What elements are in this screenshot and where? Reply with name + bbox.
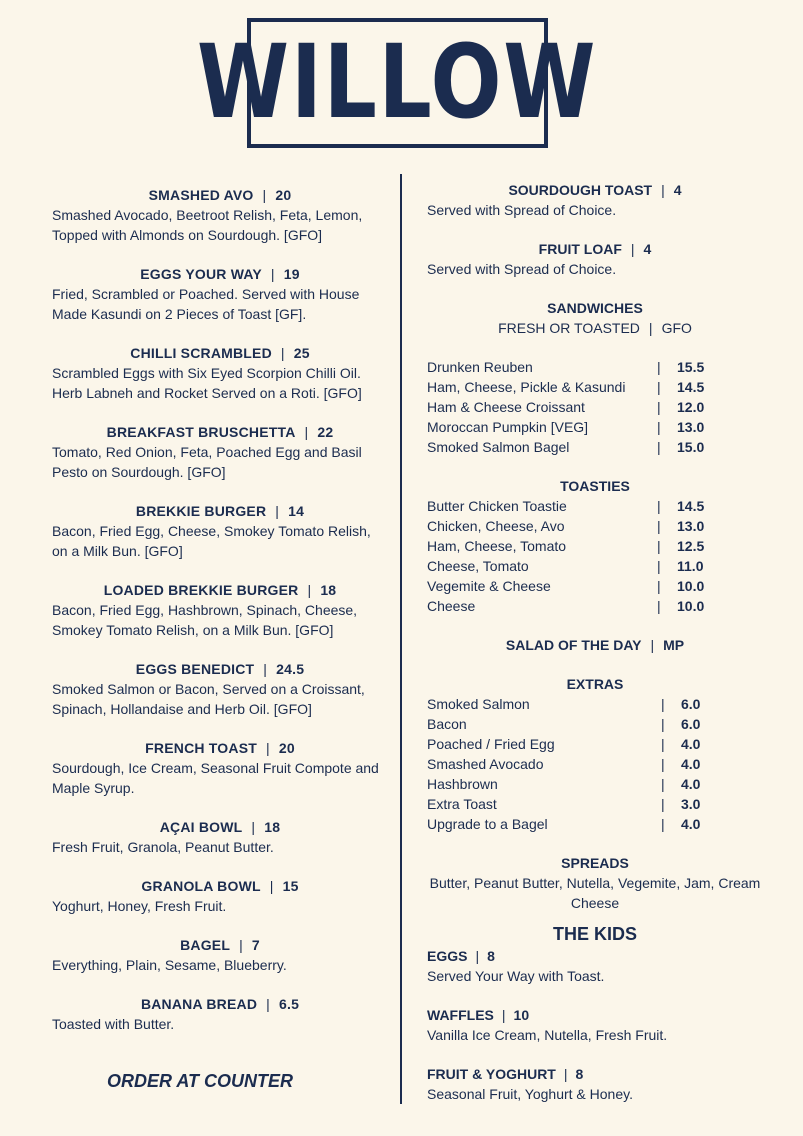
item-description: Scrambled Eggs with Six Eyed Scorpion Chilli Oil. Herb Labneh and Rocket Served on a Roti. [GFO] — [52, 365, 362, 401]
row-name: Poached / Fried Egg — [427, 736, 555, 752]
price-row: Bacon | 6.0 — [427, 716, 701, 732]
row-name: Ham, Cheese, Pickle & Kasundi — [427, 379, 626, 395]
item-price: 19 — [283, 266, 300, 282]
item-description: Served with Spread of Choice. — [427, 202, 617, 218]
kids-item: EGGS | 8 Served Your Way with Toast. — [427, 946, 763, 986]
row-name: Bacon — [427, 716, 467, 732]
menu-item: SMASHED AVO | 20 Smashed Avocado, Beetroot Relish, Feta, Lemon, Topped with Almonds on Sourdough. [GFO] — [52, 185, 388, 245]
row-name: Cheese, Tomato — [427, 558, 529, 574]
item-description: Smashed Avocado, Beetroot Relish, Feta, Lemon, Topped with Almonds on Sourdough. [GFO] — [52, 207, 363, 243]
item-name: EGGS YOUR WAY — [140, 266, 262, 282]
section-title: EXTRAS — [566, 676, 624, 692]
item-name: LOADED BREKKIE BURGER — [103, 582, 299, 598]
item-price: 8 — [487, 948, 495, 964]
item-name: BANANA BREAD — [140, 996, 258, 1012]
row-price: 10.0 — [677, 598, 705, 614]
item-name: WAFFLES — [427, 1007, 494, 1023]
price-row: Cheese, Tomato | 11.0 — [427, 558, 704, 574]
right-column — [427, 180, 763, 1104]
item-description: Bacon, Fried Egg, Hashbrown, Spinach, Cheese, Smokey Tomato Relish, on a Milk Bun. [GFO] — [52, 602, 358, 638]
row-price: 14.5 — [677, 379, 705, 395]
row-name: Drunken Reuben — [427, 359, 533, 375]
section-subtitle: FRESH OR TOASTED — [498, 320, 640, 336]
price-row: Ham, Cheese, Tomato | 12.5 — [427, 538, 705, 554]
price-row: Extra Toast | 3.0 — [427, 796, 701, 812]
section-title: SPREADS — [561, 855, 629, 871]
item-name: CHILLI SCRAMBLED — [130, 345, 272, 361]
fruit-loaf-item: FRUIT LOAF | 4 Served with Spread of Choice. — [427, 239, 763, 279]
row-price: 15.5 — [677, 359, 705, 375]
row-name: Hashbrown — [427, 776, 498, 792]
price-row: Smoked Salmon Bagel | 15.0 — [427, 439, 705, 455]
row-price: 4.0 — [681, 816, 701, 832]
order-at-counter-note: ORDER AT COUNTER — [107, 1071, 293, 1091]
item-description: Fried, Scrambled or Poached. Served with House Made Kasundi on 2 Pieces of Toast [GF]. — [52, 286, 360, 322]
menu-item: FRENCH TOAST | 20 Sourdough, Ice Cream, Seasonal Fruit Compote and Maple Syrup. — [52, 738, 388, 798]
item-name: FRUIT & YOGHURT — [427, 1066, 556, 1082]
row-name: Moroccan Pumpkin [VEG] — [427, 419, 589, 435]
item-price: 18 — [264, 819, 281, 835]
row-price: 6.0 — [681, 716, 701, 732]
item-price: 20 — [278, 740, 295, 756]
item-price: MP — [663, 637, 685, 653]
row-name: Smashed Avocado — [427, 756, 544, 772]
item-description: Bacon, Fried Egg, Cheese, Smokey Tomato Relish, on a Milk Bun. [GFO] — [52, 523, 371, 559]
row-price: 10.0 — [677, 578, 705, 594]
extras-section — [427, 674, 763, 834]
logo-text: WILLOW — [197, 23, 598, 142]
item-name: GRANOLA BOWL — [141, 878, 261, 894]
menu-item: BREKKIE BURGER | 14 Bacon, Fried Egg, Cheese, Smokey Tomato Relish, on a Milk Bun. [GFO] — [52, 501, 388, 561]
sandwiches-section: SANDWICHES FRESH OR TOASTED | GFO Drunken Reuben | 15.5 Ham, Cheese, Pickle & Kasundi | 14.5 Ham & Cheese Croissant | 12.0 Moroccan Pumpkin [VEG] | 13.0 Smoked Salmon Bagel | 15.0 — [427, 298, 763, 457]
item-description: Served with Spread of Choice. — [427, 261, 617, 277]
item-name: SOURDOUGH TOAST — [508, 182, 653, 198]
row-name: Smoked Salmon Bagel — [427, 439, 570, 455]
price-row: Ham, Cheese, Pickle & Kasundi | 14.5 — [427, 379, 705, 395]
price-row: Smashed Avocado | 4.0 — [427, 756, 701, 772]
row-name: Upgrade to a Bagel — [427, 816, 548, 832]
kids-title: THE KIDS — [552, 924, 637, 944]
toasties-section — [427, 476, 763, 616]
item-name: BREKKIE BURGER — [135, 503, 267, 519]
price-row: Chicken, Cheese, Avo | 13.0 — [427, 518, 705, 534]
item-name: EGGS BENEDICT — [135, 661, 255, 677]
item-description: Yoghurt, Honey, Fresh Fruit. — [52, 898, 227, 914]
menu-item: AÇAI BOWL | 18 Fresh Fruit, Granola, Peanut Butter. — [52, 817, 388, 857]
row-price: 4.0 — [681, 756, 701, 772]
price-row: Cheese | 10.0 — [427, 598, 705, 614]
item-description: Served Your Way with Toast. — [427, 968, 605, 984]
item-price: 8 — [575, 1066, 584, 1082]
row-price: 13.0 — [677, 419, 705, 435]
row-price: 14.5 — [677, 498, 705, 514]
column-divider — [400, 174, 402, 1104]
spreads-list: Butter, Peanut Butter, Nutella, Vegemite, Jam, Cream Cheese — [429, 875, 761, 911]
row-name: Vegemite & Cheese — [427, 578, 551, 594]
breakfast-column — [52, 185, 388, 1053]
price-row: Upgrade to a Bagel | 4.0 — [427, 816, 701, 832]
item-description: Everything, Plain, Sesame, Blueberry. — [52, 957, 287, 973]
item-description: Sourdough, Ice Cream, Seasonal Fruit Compote and Maple Syrup. — [52, 760, 379, 796]
row-price: 11.0 — [677, 558, 704, 574]
row-name: Extra Toast — [427, 796, 497, 812]
item-name: BAGEL — [180, 937, 231, 953]
price-row: Smoked Salmon | 6.0 — [427, 696, 701, 712]
row-price: 3.0 — [681, 796, 701, 812]
item-price: 4 — [643, 241, 652, 257]
item-name: SALAD OF THE DAY — [505, 637, 642, 653]
logo — [197, 18, 598, 148]
salad-of-the-day: SALAD OF THE DAY | MP — [505, 637, 685, 653]
section-subtitle-tag: GFO — [661, 320, 692, 336]
menu-item: CHILLI SCRAMBLED | 25 Scrambled Eggs with Six Eyed Scorpion Chilli Oil. Herb Labneh and Rocket Served on a Roti. [GFO] — [52, 343, 388, 403]
item-description: Smoked Salmon or Bacon, Served on a Croissant, Spinach, Hollandaise and Herb Oil. [GFO] — [52, 681, 365, 717]
item-price: 6.5 — [279, 996, 300, 1012]
section-title: TOASTIES — [560, 478, 630, 494]
menu-item: LOADED BREKKIE BURGER | 18 Bacon, Fried Egg, Hashbrown, Spinach, Cheese, Smokey Tomato Relish, on a Milk Bun. [GFO] — [52, 580, 388, 640]
item-price: 18 — [320, 582, 337, 598]
item-description: Seasonal Fruit, Yoghurt & Honey. — [427, 1086, 633, 1102]
price-row: Moroccan Pumpkin [VEG] | 13.0 — [427, 419, 705, 435]
price-row: Butter Chicken Toastie | 14.5 — [427, 498, 705, 514]
menu-item: EGGS BENEDICT | 24.5 Smoked Salmon or Bacon, Served on a Croissant, Spinach, Hollandaise and Herb Oil. [GFO] — [52, 659, 388, 719]
row-price: 6.0 — [681, 696, 701, 712]
price-row: Poached / Fried Egg | 4.0 — [427, 736, 701, 752]
item-name: SMASHED AVO — [148, 187, 254, 203]
row-name: Butter Chicken Toastie — [427, 498, 567, 514]
item-price: 25 — [293, 345, 310, 361]
row-price: 13.0 — [677, 518, 705, 534]
menu-item: GRANOLA BOWL | 15 Yoghurt, Honey, Fresh Fruit. — [52, 876, 388, 916]
row-name: Ham & Cheese Croissant — [427, 399, 585, 415]
item-price: 14 — [288, 503, 305, 519]
item-price: 10 — [513, 1007, 530, 1023]
item-price: 24.5 — [276, 661, 305, 677]
sourdough-toast-item: SOURDOUGH TOAST | 4 Served with Spread of Choice. — [427, 180, 763, 220]
price-row: Hashbrown | 4.0 — [427, 776, 701, 792]
spreads-section — [427, 853, 763, 913]
item-price: 4 — [673, 182, 682, 198]
kids-item: WAFFLES | 10 Vanilla Ice Cream, Nutella, Fresh Fruit. — [427, 1005, 763, 1045]
item-price: 7 — [251, 937, 260, 953]
row-name: Chicken, Cheese, Avo — [427, 518, 565, 534]
item-name: AÇAI BOWL — [159, 819, 243, 835]
menu-item: BANANA BREAD | 6.5 Toasted with Butter. — [52, 994, 388, 1034]
section-title: SANDWICHES — [547, 300, 643, 316]
item-description: Tomato, Red Onion, Feta, Poached Egg and Basil Pesto on Sourdough. [GFO] — [52, 444, 362, 480]
row-name: Cheese — [427, 598, 476, 614]
row-price: 4.0 — [681, 736, 701, 752]
row-price: 4.0 — [681, 776, 701, 792]
price-row: Drunken Reuben | 15.5 — [427, 359, 705, 375]
item-name: FRENCH TOAST — [145, 740, 257, 756]
item-price: 20 — [275, 187, 292, 203]
item-description: Toasted with Butter. — [52, 1016, 175, 1032]
row-price: 15.0 — [677, 439, 705, 455]
item-name: FRUIT LOAF — [538, 241, 622, 257]
item-description: Fresh Fruit, Granola, Peanut Butter. — [52, 839, 274, 855]
row-price: 12.5 — [677, 538, 705, 554]
item-price: 15 — [282, 878, 299, 894]
kids-item: FRUIT & YOGHURT | 8 Seasonal Fruit, Yoghurt & Honey. — [427, 1064, 763, 1104]
menu-item: EGGS YOUR WAY | 19 Fried, Scrambled or Poached. Served with House Made Kasundi on 2 Pieces of Toast [GF]. — [52, 264, 388, 324]
item-name: BREAKFAST BRUSCHETTA — [106, 424, 296, 440]
price-row: Vegemite & Cheese | 10.0 — [427, 578, 705, 594]
item-name: EGGS — [427, 948, 468, 964]
item-description: Vanilla Ice Cream, Nutella, Fresh Fruit. — [427, 1027, 668, 1043]
item-price: 22 — [317, 424, 334, 440]
row-price: 12.0 — [677, 399, 705, 415]
price-row: Ham & Cheese Croissant | 12.0 — [427, 399, 705, 415]
menu-item: BAGEL | 7 Everything, Plain, Sesame, Blueberry. — [52, 935, 388, 975]
row-name: Smoked Salmon — [427, 696, 530, 712]
row-name: Ham, Cheese, Tomato — [427, 538, 567, 554]
menu-item: BREAKFAST BRUSCHETTA | 22 Tomato, Red Onion, Feta, Poached Egg and Basil Pesto on Sourdough. [GFO] — [52, 422, 388, 482]
